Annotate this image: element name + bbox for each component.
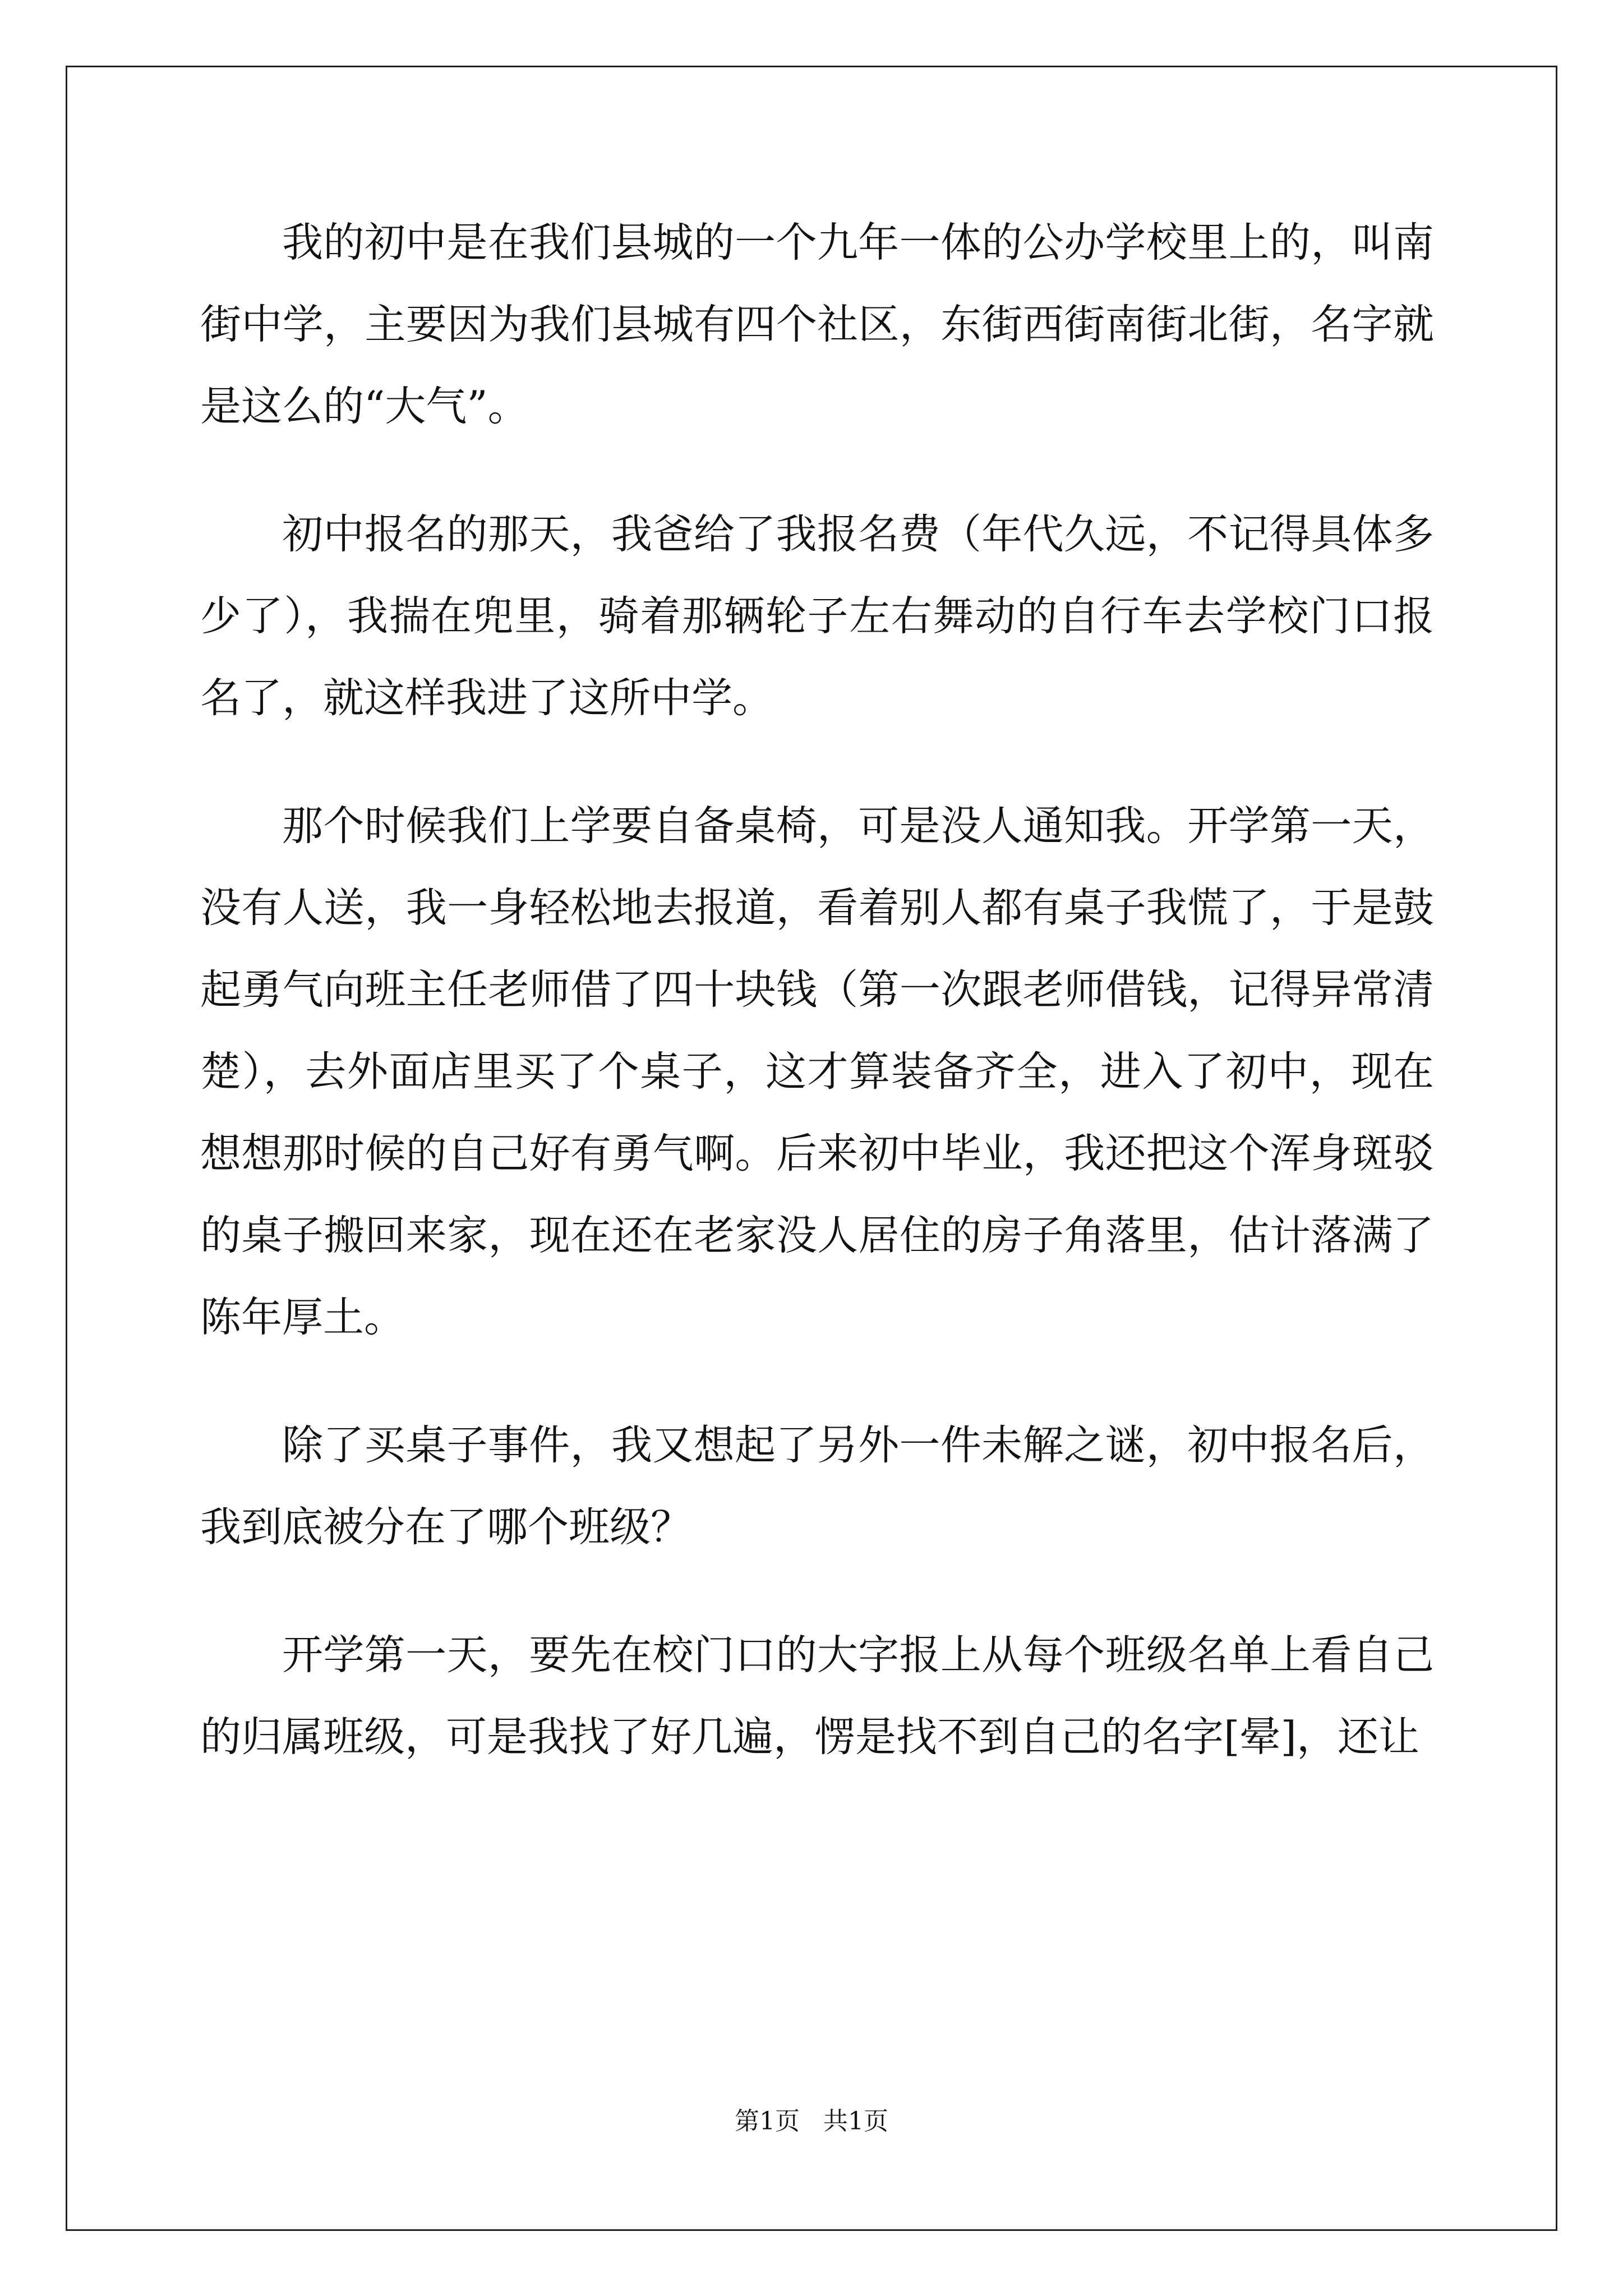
- document-body: [200, 202, 1434, 1778]
- paragraph-2: 初中报名的那天，我爸给了我报名费（年代久远，不记得具体多少了），我揣在兜里，骑着那辆轮子左右舞动的自行车去学校门口报名了，就这样我进了这所中学。: [200, 510, 1434, 722]
- paragraph-5: 开学第一天，要先在校门口的大字报上从每个班级名单上看自己的归属班级，可是我找了好几遍，愣是找不到自己的名字[晕]，还让: [200, 1631, 1434, 1761]
- paragraph-4: 除了买桌子事件，我又想起了另外一件未解之谜，初中报名后，我到底被分在了哪个班级？: [200, 1421, 1434, 1551]
- paragraph-3: 那个时候我们上学要自备桌椅，可是没人通知我。开学第一天，没有人送，我一身轻松地去报道，看着别人都有桌子我慌了，于是鼓起勇气向班主任老师借了四十块钱（第一次跟老师借钱，记得异常清楚），去外面店里买了个桌子，这才算装备齐全，进入了初中，现在想想那时候的自己好有勇气啊。后来初中毕业，我还把这个浑身斑驳的桌子搬回来家，现在还在老家没人居住的房子角落里，估计落满了陈年厚土。: [200, 802, 1434, 1341]
- page-footer: 第1页 共1页: [735, 2107, 888, 2136]
- paragraph-1: 我的初中是在我们县城的一个九年一体的公办学校里上的，叫南街中学，主要因为我们县城有四个社区，东街西街南街北街，名字就是这么的“大气”。: [200, 219, 1434, 430]
